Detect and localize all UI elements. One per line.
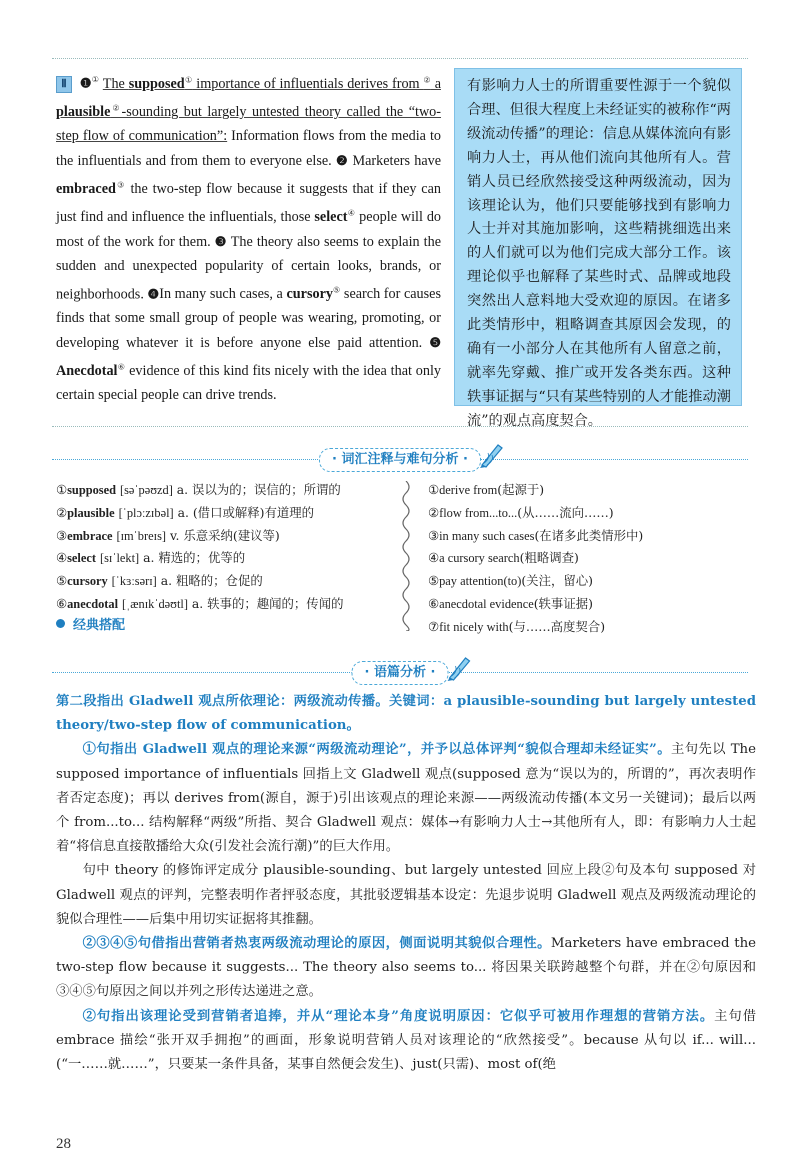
discourse-analysis [56, 690, 756, 1077]
vocab-list [56, 479, 391, 616]
bullet-dot-icon [56, 619, 65, 628]
classic-collocations-heading: 经典搭配 [56, 614, 125, 633]
vocab-section-banner: · 词汇注释与难句分析 · [319, 448, 481, 472]
vocab-item: ③embrace [ɪmˈbreɪs] v. 乐意采纳(建议等) [56, 527, 280, 543]
sentence-1: The supposed① importance of influentials derives from ② a plausible②-sounding but largely untested theory called the “two-step flow of communication”: [56, 75, 442, 144]
sentence-number: ❺ [429, 334, 441, 350]
sentence-2: Marketers have embraced③ the two-step flow because it suggests that if they can just find and influence the influentials, those select④ people will do most of the work for them. [56, 152, 442, 251]
phrase-item: ⑦fit nicely with(与……高度契合) [428, 618, 606, 634]
sentence-4: In many such cases, a cursory⑤ search for causes finds that some small group of people was wearing, promoting, or developing whatever it is before anyone else paid attention. [56, 285, 441, 351]
discourse-section-banner: · 语篇分析 · [352, 661, 449, 685]
phrase-item: ②flow from...to...(从……流向……) [428, 504, 614, 520]
section-divider [52, 426, 748, 427]
sentence-number: ❸ [214, 234, 227, 250]
vocab-item: ⑥anecdotal [ˌænɪkˈdəʊtl] a. 轶事的；趣闻的；传闻的 [56, 595, 344, 611]
sentence-5: Anecdotal⑥ evidence of this kind fits nicely with the idea that only certain special people can drive trends. [56, 362, 442, 403]
pen-icon [478, 439, 506, 469]
sentence-3: The theory also seems to explain the sudden and unexpected popularity of certain looks, brands, or neighborhoods. [56, 234, 442, 303]
sentence-number: ❷ [335, 152, 349, 168]
phrase-item: ①derive from(起源于) [428, 482, 545, 497]
phrase-item: ③in many such cases(在诸多此类情形中) [428, 527, 644, 543]
phrase-item: ⑤pay attention(to)(关注，留心) [428, 573, 593, 589]
phrase-item: ⑥anecdotal evidence(轶事证据) [428, 595, 593, 611]
analysis-summary: 第二段指出 Gladwell 观点所依理论：两级流动传播。关键词：a plausible-sounding but largely untested theory/two-step flow of communication。 [56, 694, 756, 734]
english-passage [56, 68, 441, 408]
top-divider [52, 58, 748, 59]
phrase-item: ④a cursory search(粗略调查) [428, 550, 579, 566]
analysis-paragraph: ①句指出 Gladwell 观点的理论来源“两级流动理论”，并予以总体评判“貌似合理却未经证实”。主句先以 The supposed importance of influentials 回指上文 Gladwell 观点(supposed 意为“误以为的，所谓的”，再次表明作者否定态度)；再以 derives from(源自，源于)引出该观点的理论来源——两级流动传播(本文另一关键词)；最后以两个 from...to... 结构解释“两级”所指、契合 Gladwell 观点：媒体→有影响力人士→其他所有人，即：有影响力人士起着“将信息直接散播给大众(引发社会流行潮)”的巨大作用。 [56, 742, 756, 855]
page-number: 28 [56, 1136, 71, 1152]
vocab-item: ④select [sɪˈlekt] a. 精选的；优等的 [56, 550, 246, 566]
column-separator-squiggle [396, 481, 416, 631]
footnote-marker: ① [91, 75, 100, 84]
analysis-paragraph: ②句指出该理论受到营销者追捧，并从“理论本身”角度说明原因：它似乎可被用作理想的营销方法。主句借 embrace 描绘“张开双手拥抱”的画面，形象说明营销人员对该理论的“欣然接受”。because 从句以 if... will...(“一……就……”，只要某一条件具备，某事自然便会发生)、just(只需)、most of(绝 [56, 1008, 757, 1073]
vocab-item: ②plausible [ˈplɔːzɪbəl] a. (借口或解释)有道理的 [56, 504, 315, 520]
sentence-1-tail: Information flows from the media to the influentials and from them to everyone else. [56, 127, 441, 169]
vocab-item: ⑤cursory [ˈkɜːsərɪ] a. 粗略的；仓促的 [56, 573, 263, 589]
chinese-translation-box: 有影响力人士的所谓重要性源于一个貌似合理、但很大程度上未经证实的被称作“两级流动传播”的理论：信息从媒体流向有影响力人士，再从他们流向其他所有人。营销人员已经欣然接受这种两级流动，因为该理论认为，他们只要能够找到有影响力人士并对其施加影响，这些精挑细选出来的人们就可以为他们完成大部分工作。该理论似乎也解释了某些时式、品牌或地段突然出人意料地大受欢迎的原因。在诸多此类情形中，粗略调查其原因会发现，的确有一小部分人在其他所有人留意之前，就率先穿戴、推广或开发各类东西。这种轶事证据与“只有某些特别的人才能推动潮流”的观点高度契合。 [454, 68, 742, 406]
pen-icon [445, 652, 473, 682]
analysis-paragraph: 句中 theory 的修饰评定成分 plausible-sounding、but largely untested 回应上段②句及本句 supposed 对 Gladwell 观点的评判，完整表明作者抨驳态度，其批驳逻辑基本设定：先退步说明 Gladwell 观点及两级流动理论的貌似合理性——后集中用切实证据将其推翻。 [56, 863, 756, 927]
analysis-paragraph: ②③④⑤句借指出营销者热衷两级流动理论的原因，侧面说明其貌似合理性。Marketers have embraced the two-step flow because it suggests... The theory also seems to... 将因果关联跨越整个句群，并在②句原因和③④⑤句原因之间以并列之形传达递进之意。 [56, 936, 757, 1000]
vocab-item: ①supposed [səˈpəʊzd] a. 误以为的；误信的；所谓的 [56, 482, 341, 497]
phrase-list [428, 479, 748, 639]
sentence-number: ❹ [147, 286, 160, 302]
sentence-number: ❶ [79, 75, 92, 91]
paragraph-marker: Ⅱ [56, 76, 72, 93]
